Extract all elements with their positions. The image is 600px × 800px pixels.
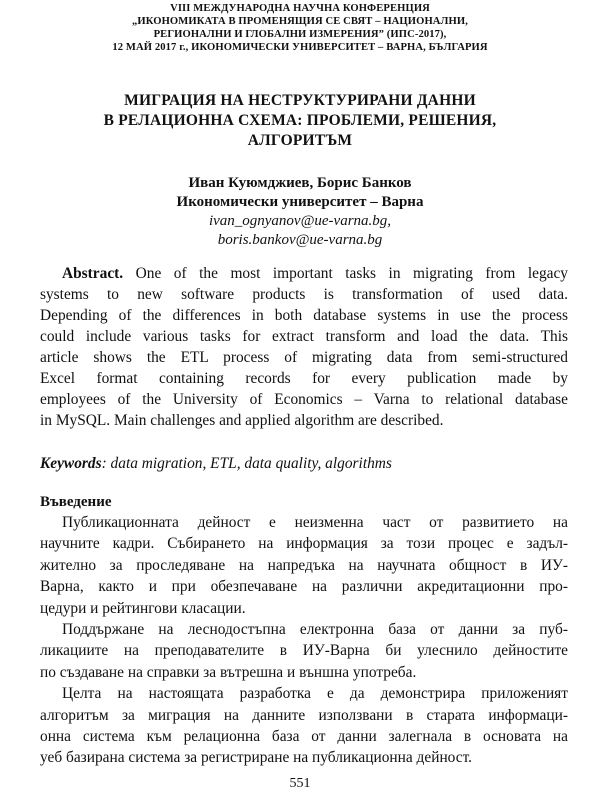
author-names: Иван Куюмджиев, Борис Банков <box>188 175 412 191</box>
page-number: 551 <box>289 776 311 791</box>
abstract <box>40 263 568 431</box>
keywords <box>40 453 568 474</box>
conference-header-line: „ИКОНОМИКАТА В ПРОМЕНЯЩИЯ СЕ СВЯТ – НАЦИОНАЛНИ, <box>132 16 468 27</box>
paper-title <box>40 91 560 151</box>
author-block <box>40 174 560 250</box>
conference-header-line: VIII МЕЖДУНАРОДНА НАУЧНА КОНФЕРЕНЦИЯ <box>170 3 430 14</box>
author-email[interactable]: boris.bankov@ue-varna.bg <box>217 232 383 248</box>
author-email[interactable]: ivan_ognyanov@ue-varna.bg, <box>208 213 392 229</box>
author-affiliation: Икономически университет – Варна <box>176 194 424 210</box>
paragraph-line: алгоритъм за миграция на данните използвани в старата информаци- <box>40 706 568 724</box>
keywords-label: Keywords <box>40 455 102 472</box>
paper-title-line: В РЕЛАЦИОННА СХЕМА: ПРОБЛЕМИ, РЕШЕНИЯ, <box>103 112 497 129</box>
paragraph-line: Публикационната дейност е неизменна част от развитието на <box>62 514 568 531</box>
abstract-line: article shows the ETL process of migrating data from semi-structured <box>40 349 568 366</box>
paragraph-line: онна система към релационна база от данни залегнала в основата на <box>40 728 568 746</box>
abstract-line: in MySQL. Main challenges and applied algorithm are described. <box>40 412 444 429</box>
abstract-line: could include various tasks for extract transform and load the data. This <box>40 328 568 345</box>
paragraph-line: Целта на настоящата разработка е да демонстрира приложеният <box>62 685 568 703</box>
paragraph-line: Варна, както и при обезпечаване на различни акредитационни про- <box>40 578 568 596</box>
abstract-line <box>40 263 568 284</box>
abstract-label: Abstract. <box>62 265 124 282</box>
conference-header <box>20 2 580 54</box>
paper-title-line: АЛГОРИТЪМ <box>247 132 353 149</box>
paragraph-line: научните кадри. Събирането на информация за този процес е задъл- <box>40 535 568 553</box>
abstract-line-text: One of the most important tasks in migrating from legacy <box>123 265 568 282</box>
conference-header-line: 12 МАЙ 2017 г., ИКОНОМИЧЕСКИ УНИВЕРСИТЕТ – ВАРНА, БЪЛГАРИЯ <box>112 42 488 53</box>
paragraph-line: жително за проследяване на напредъка на научната общност в ИУ- <box>40 556 568 574</box>
conference-header-line: РЕГИОНАЛНИ И ГЛОБАЛНИ ИЗМЕРЕНИЯ” (ИПС-2017), <box>153 29 447 40</box>
paragraph-line: по създаване на справки за вътрешна и външна употреба. <box>40 663 417 681</box>
paper-title-line: МИГРАЦИЯ НА НЕСТРУКТУРИРАНИ ДАННИ <box>124 92 476 109</box>
section-body <box>40 512 568 769</box>
section-heading: Въведение <box>40 494 112 510</box>
paragraph-line: цедури и рейтингови класации. <box>40 599 246 617</box>
paragraph-line: ликациите на преподавателите в ИУ-Варна би улеснило дейностите <box>40 642 568 660</box>
paragraph-line: уеб базирана система за регистриране на публикационна дейност. <box>40 749 473 767</box>
abstract-line: systems to new software products is transformation of used data. <box>40 286 568 303</box>
paragraph-line: Поддържане на леснодостъпна електронна база от данни за пуб- <box>62 621 568 639</box>
abstract-line: employees of the University of Economics – Varna to relational database <box>40 391 568 408</box>
keywords-text: : data migration, ETL, data quality, algorithms <box>101 455 392 472</box>
abstract-line: Excel format containing records for every publication made by <box>40 370 568 387</box>
abstract-line: Depending of the differences in both database systems in use the process <box>40 307 568 324</box>
